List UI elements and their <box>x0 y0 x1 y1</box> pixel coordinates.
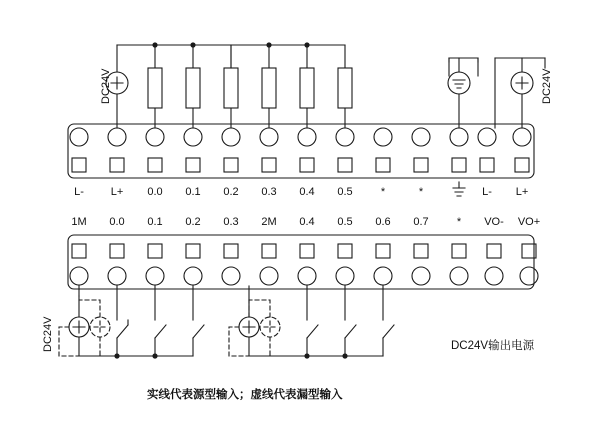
bottom-terminal-label: 0.6 <box>375 216 391 228</box>
top-terminal-label: 0.2 <box>223 186 239 198</box>
top-terminal-label: 0.0 <box>147 186 163 198</box>
top-square-terminals <box>72 158 529 172</box>
bottom-terminal-label: VO+ <box>517 216 541 228</box>
top-terminal-label: * <box>380 186 386 198</box>
top-module-body <box>68 124 534 178</box>
left-switches <box>117 286 204 356</box>
top-terminal-label: * <box>418 186 424 198</box>
bottom-terminal-label: 0.7 <box>413 216 429 228</box>
bottom-terminal-label: 0.3 <box>223 216 239 228</box>
bottom-left-source-label: DC24V <box>42 316 54 352</box>
bottom-terminal-label: 2M <box>261 216 277 228</box>
bottom-terminal-label: 0.0 <box>109 216 125 228</box>
earth-ground-label-symbol <box>453 182 465 196</box>
load-resistors <box>148 68 352 108</box>
sink-dashed-source-mid <box>229 300 280 356</box>
top-terminal-label: 0.5 <box>337 186 353 198</box>
mid-switches <box>307 286 394 356</box>
bottom-terminal-label: 0.4 <box>299 216 315 228</box>
bottom-module-body <box>68 235 534 289</box>
top-terminal-label: 0.1 <box>185 186 201 198</box>
top-terminal-label: L+ <box>515 186 529 198</box>
left-common-rail <box>79 337 193 356</box>
mid-common-rail <box>249 337 383 356</box>
top-terminal-label: L- <box>482 186 492 198</box>
output-power-label: DC24V输出电源 <box>451 340 535 352</box>
top-terminal-label: L+ <box>110 186 124 198</box>
top-terminal-label: 0.4 <box>299 186 315 198</box>
top-source-label: DC24V <box>100 68 112 104</box>
bottom-terminal-label: 0.1 <box>147 216 163 228</box>
bottom-terminal-label: 0.2 <box>185 216 201 228</box>
top-terminal-label: L- <box>74 186 84 198</box>
sink-dashed-source-left <box>59 300 110 356</box>
bottom-terminal-label: 0.5 <box>337 216 353 228</box>
bottom-terminal-label: 1M <box>71 216 87 228</box>
top-right-source-label: DC24V <box>541 68 553 104</box>
bottom-terminal-label: * <box>456 216 462 228</box>
diagram-caption: 实线代表源型输入；虚线代表漏型输入 <box>147 389 343 401</box>
top-terminal-label: 0.3 <box>261 186 277 198</box>
top-round-terminals <box>70 128 531 146</box>
ground-circle-symbol <box>448 72 470 94</box>
bottom-round-terminals <box>70 267 538 285</box>
bottom-square-terminals <box>72 244 536 258</box>
bottom-terminal-label: VO- <box>484 216 504 228</box>
